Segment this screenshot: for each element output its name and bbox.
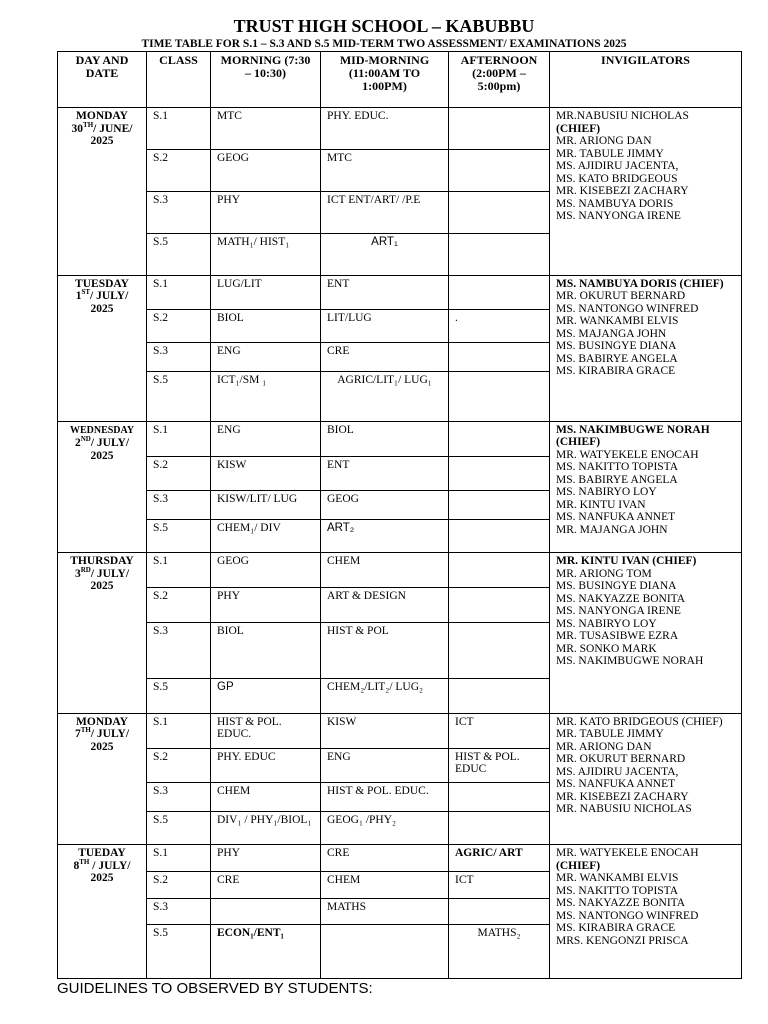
header-class: CLASS <box>147 52 211 108</box>
invigilator-name: MR. KISEBEZI ZACHARY <box>556 185 689 197</box>
class-cell: S.3 <box>147 192 211 234</box>
mid-morning-paper-cell: HIST & POL. EDUC. <box>321 783 449 812</box>
invigilator-name: MR. OKURUT BERNARD <box>556 753 686 766</box>
invigilator-name: MS. NAKIMBUGWE NORAH <box>556 423 710 436</box>
invigilator-name: MS. NANTONGO WINFRED <box>556 302 699 315</box>
afternoon-paper-cell: ICT <box>449 713 550 748</box>
table-row <box>58 421 742 456</box>
mid-morning-paper-cell: ENT <box>321 275 449 309</box>
date-suffix: TH <box>80 726 91 735</box>
day-date-cell <box>58 108 147 276</box>
invigilator-name: MR. MAJANGA JOHN <box>556 523 668 536</box>
invigilator-name: MS. NAKITTO TOPISTA <box>556 884 679 897</box>
invigilator-name: MR. ARIONG DAN <box>556 135 652 147</box>
afternoon-paper-cell <box>449 678 550 713</box>
class-cell: S.3 <box>147 898 211 925</box>
invigilator-name: MS. NAKYAZZE BONITA <box>556 592 686 605</box>
table-row <box>58 713 742 748</box>
day-date-cell <box>58 421 147 553</box>
class-cell: S.1 <box>147 421 211 456</box>
afternoon-paper-cell: AGRIC/ ART <box>449 845 550 872</box>
morning-paper-cell: GEOG <box>211 150 321 192</box>
mid-morning-paper-cell: MTC <box>321 150 449 192</box>
morning-paper-cell: ECON₁/ENT₁ <box>211 925 321 979</box>
mid-morning-paper-cell: CRE <box>321 343 449 372</box>
mid-morning-paper-cell: ENG <box>321 748 449 783</box>
mid-morning-paper-cell: ART₁ <box>321 234 449 275</box>
invigilator-name: MR. KINTU IVAN <box>556 498 646 511</box>
morning-paper-cell: PHY <box>211 845 321 872</box>
date-suffix: ST <box>81 288 91 297</box>
invigilator-name: MS. NAKYAZZE BONITA <box>556 897 686 910</box>
class-cell: S.2 <box>147 588 211 623</box>
morning-paper-cell: MATH₁/ HIST₁ <box>211 234 321 275</box>
invigilator-name: MR. WANKAMBI ELVIS <box>556 872 679 885</box>
date-year: 2025 <box>90 580 114 593</box>
table-row <box>58 553 742 588</box>
morning-paper-cell: HIST & POL. EDUC. <box>211 713 321 748</box>
class-cell: S.3 <box>147 343 211 372</box>
day-name: THURSDAY <box>70 555 134 568</box>
date-number: 8 <box>73 859 80 872</box>
invigilator-name: (CHIEF) <box>556 436 601 449</box>
invigilator-name: MR. ARIONG DAN <box>556 740 652 753</box>
afternoon-paper-cell <box>449 588 550 623</box>
header-morning: MORNING (7:30 – 10:30) <box>211 52 321 108</box>
date-suffix: TH <box>83 120 94 129</box>
afternoon-paper-cell <box>449 623 550 679</box>
afternoon-paper-cell <box>449 898 550 925</box>
morning-paper-cell: ICT₁/SM ₁ <box>211 372 321 421</box>
class-cell: S.2 <box>147 748 211 783</box>
class-cell: S.5 <box>147 520 211 553</box>
date-suffix: RD <box>80 565 91 574</box>
morning-paper-cell: BIOL <box>211 623 321 679</box>
morning-paper-cell: BIOL <box>211 309 321 343</box>
afternoon-paper-cell <box>449 812 550 845</box>
day-date-cell <box>58 553 147 713</box>
invigilators-cell <box>550 275 742 421</box>
table-row <box>58 845 742 872</box>
afternoon-paper-cell <box>449 150 550 192</box>
afternoon-paper-cell <box>449 421 550 456</box>
mid-morning-paper-cell: KISW <box>321 713 449 748</box>
class-cell: S.5 <box>147 925 211 979</box>
invigilator-name: MR. WANKAMBI ELVIS <box>556 315 679 328</box>
class-cell: S.5 <box>147 234 211 275</box>
day-date-cell <box>58 845 147 979</box>
invigilator-name: MS. NAKIMBUGWE NORAH <box>556 655 704 668</box>
class-cell: S.3 <box>147 623 211 679</box>
mid-morning-paper-cell: CHEM <box>321 871 449 898</box>
mid-morning-paper-cell: GEOG <box>321 491 449 520</box>
day-name: MONDAY <box>76 715 128 728</box>
class-cell: S.2 <box>147 871 211 898</box>
morning-paper-cell: PHY <box>211 192 321 234</box>
invigilator-name: MS. NANFUKA ANNET <box>556 778 676 791</box>
morning-paper-cell: LUG/LIT <box>211 275 321 309</box>
invigilator-name: (CHIEF) <box>556 859 601 872</box>
invigilator-name: MS. NABIRYO LOY <box>556 617 657 630</box>
mid-morning-paper-cell: PHY. EDUC. <box>321 108 449 150</box>
invigilator-name: MS. NAKITTO TOPISTA <box>556 461 679 474</box>
invigilator-name: MR. TABULE JIMMY <box>556 147 664 160</box>
invigilator-name: MS. BUSINGYE DIANA <box>556 580 677 593</box>
invigilator-name: MS. BABIRYE ANGELA <box>556 352 678 365</box>
invigilator-name: MR. WATYEKELE ENOCAH <box>556 448 699 461</box>
mid-morning-paper-cell: BIOL <box>321 421 449 456</box>
mid-morning-paper-cell: ART & DESIGN <box>321 588 449 623</box>
morning-paper-cell: MTC <box>211 108 321 150</box>
guidelines-heading: GUIDELINES TO OBSERVED BY STUDENTS: <box>57 980 373 997</box>
invigilators-cell <box>550 845 742 979</box>
invigilators-cell <box>550 553 742 713</box>
mid-morning-paper-cell: HIST & POL <box>321 623 449 679</box>
afternoon-paper-cell <box>449 372 550 421</box>
morning-paper-cell: PHY. EDUC <box>211 748 321 783</box>
afternoon-paper-cell <box>449 343 550 372</box>
invigilator-name: MS. NANTONGO WINFRED <box>556 909 699 922</box>
mid-morning-paper-cell: LIT/LUG <box>321 309 449 343</box>
mid-morning-paper-cell: GEOG₁ /PHY₂ <box>321 812 449 845</box>
date-year: 2025 <box>90 302 114 315</box>
date-year: 2025 <box>90 449 114 462</box>
morning-paper-cell: CRE <box>211 871 321 898</box>
invigilator-name: MS. BABIRYE ANGELA <box>556 473 678 486</box>
header-row <box>58 52 742 108</box>
invigilator-name: MS. KIRABIRA GRACE <box>556 365 676 378</box>
invigilator-name: MS. NAMBUYA DORIS (CHIEF) <box>556 277 724 290</box>
date-month: / JULY/ <box>89 859 131 872</box>
day-name: TUESDAY <box>75 277 129 290</box>
class-cell: S.1 <box>147 108 211 150</box>
mid-morning-paper-cell: ART₂ <box>321 520 449 553</box>
day-name: TUEDAY <box>78 847 126 860</box>
table-row <box>58 275 742 309</box>
afternoon-paper-cell: HIST & POL. EDUC <box>449 748 550 783</box>
afternoon-paper-cell: ICT <box>449 871 550 898</box>
day-date-cell <box>58 713 147 845</box>
afternoon-paper-cell <box>449 553 550 588</box>
header-afternoon: AFTERNOON (2:00PM – 5:00pm) <box>449 52 550 108</box>
morning-paper-cell: DIV₁ / PHY₁/BIOL₁ <box>211 812 321 845</box>
invigilator-name: MS. AJIDIRU JACENTA, <box>556 160 679 172</box>
day-name: MONDAY <box>76 110 128 122</box>
invigilator-name: MR. TABULE JIMMY <box>556 728 664 741</box>
afternoon-paper-cell <box>449 108 550 150</box>
afternoon-paper-cell <box>449 520 550 553</box>
afternoon-paper-cell <box>449 275 550 309</box>
date-month: / JULY/ <box>90 567 130 580</box>
date-year: 2025 <box>90 740 114 753</box>
invigilator-name: MRS. KENGONZI PRISCA <box>556 934 689 947</box>
mid-morning-paper-cell: CHEM <box>321 553 449 588</box>
date-number: 1 <box>75 290 82 303</box>
date-number: 30 <box>71 122 84 135</box>
date-number: 3 <box>74 567 81 580</box>
invigilator-name: MS. NABIRYO LOY <box>556 486 657 499</box>
class-cell: S.2 <box>147 456 211 491</box>
afternoon-paper-cell <box>449 491 550 520</box>
morning-paper-cell: ENG <box>211 421 321 456</box>
invigilator-name: (CHIEF) <box>556 122 601 135</box>
date-month: / JUNE/ <box>93 122 133 135</box>
class-cell: S.3 <box>147 491 211 520</box>
invigilator-name: MR. OKURUT BERNARD <box>556 290 686 303</box>
header-day: DAY AND DATE <box>58 52 147 108</box>
date-number: 7 <box>74 728 81 741</box>
class-cell: S.1 <box>147 713 211 748</box>
class-cell: S.1 <box>147 553 211 588</box>
mid-morning-paper-cell <box>321 925 449 979</box>
mid-morning-paper-cell: ENT <box>321 456 449 491</box>
invigilator-name: MS. NAMBUYA DORIS <box>556 197 674 210</box>
afternoon-paper-cell <box>449 783 550 812</box>
afternoon-paper-cell <box>449 456 550 491</box>
invigilator-name: MR. KISEBEZI ZACHARY <box>556 790 689 803</box>
invigilator-name: MS. MAJANGA JOHN <box>556 327 667 340</box>
invigilator-name: MR. KATO BRIDGEOUS (CHIEF) <box>556 715 723 728</box>
mid-morning-paper-cell: CRE <box>321 845 449 872</box>
morning-paper-cell: KISW <box>211 456 321 491</box>
afternoon-paper-cell: MATHS₂ <box>449 925 550 979</box>
morning-paper-cell: GEOG <box>211 553 321 588</box>
morning-paper-cell: ENG <box>211 343 321 372</box>
date-month: / JULY/ <box>90 437 130 450</box>
date-suffix: TH <box>79 857 90 866</box>
date-number: 2 <box>74 437 81 450</box>
date-year: 2025 <box>90 872 114 885</box>
invigilator-name: MR. WATYEKELE ENOCAH <box>556 847 699 860</box>
invigilators-cell <box>550 108 742 276</box>
mid-morning-paper-cell: MATHS <box>321 898 449 925</box>
morning-paper-cell <box>211 898 321 925</box>
invigilator-name: MR. TUSASIBWE EZRA <box>556 630 679 643</box>
invigilator-name: MS. AJIDIRU JACENTA, <box>556 765 679 778</box>
morning-paper-cell: CHEM <box>211 783 321 812</box>
invigilator-name: MS. KATO BRIDGEOUS <box>556 172 678 185</box>
invigilators-cell <box>550 713 742 845</box>
class-cell: S.1 <box>147 275 211 309</box>
mid-morning-paper-cell: CHEM₂/LIT₂/ LUG₂ <box>321 678 449 713</box>
afternoon-paper-cell <box>449 234 550 275</box>
mid-morning-paper-cell: AGRIC/LIT₁/ LUG₁ <box>321 372 449 421</box>
morning-paper-cell: GP <box>211 678 321 713</box>
class-cell: S.2 <box>147 309 211 343</box>
date-year: 2025 <box>90 135 114 147</box>
page-title: TRUST HIGH SCHOOL – KABUBBU <box>233 16 535 36</box>
mid-morning-paper-cell: ICT ENT/ART/ /P.E <box>321 192 449 234</box>
invigilator-name: MS. NANFUKA ANNET <box>556 511 676 524</box>
header-mid-morning: MID-MORNING (11:00AM TO 1:00PM) <box>321 52 449 108</box>
class-cell: S.5 <box>147 372 211 421</box>
invigilators-cell <box>550 421 742 553</box>
invigilator-name: MR.NABUSIU NICHOLAS <box>556 110 689 122</box>
class-cell: S.1 <box>147 845 211 872</box>
class-cell: S.5 <box>147 678 211 713</box>
invigilator-name: MR. ARIONG TOM <box>556 567 652 580</box>
invigilator-name: MR. NABUSIU NICHOLAS <box>556 803 692 816</box>
class-cell: S.2 <box>147 150 211 192</box>
afternoon-paper-cell: . <box>449 309 550 343</box>
timetable <box>57 51 742 979</box>
morning-paper-cell: KISW/LIT/ LUG <box>211 491 321 520</box>
date-month: / JULY/ <box>90 290 129 303</box>
afternoon-paper-cell <box>449 192 550 234</box>
day-name: WEDNESDAY <box>69 424 135 436</box>
morning-paper-cell: CHEM₁/ DIV <box>211 520 321 553</box>
invigilator-name: MR. SONKO MARK <box>556 642 657 655</box>
page-subtitle: TIME TABLE FOR S.1 – S.3 AND S.5 MID-TERM TWO ASSESSMENT/ EXAMINATIONS 2025 <box>141 38 627 50</box>
invigilator-name: MS. NANYONGA IRENE <box>556 605 681 618</box>
date-month: / JULY/ <box>90 728 130 741</box>
day-date-cell <box>58 275 147 421</box>
invigilator-name: MR. KINTU IVAN (CHIEF) <box>556 555 697 568</box>
table-row <box>58 108 742 150</box>
invigilator-name: MS. BUSINGYE DIANA <box>556 340 677 353</box>
header-invigilators: INVIGILATORS <box>550 52 742 108</box>
class-cell: S.5 <box>147 812 211 845</box>
class-cell: S.3 <box>147 783 211 812</box>
invigilator-name: MS. KIRABIRA GRACE <box>556 922 676 935</box>
invigilator-name: MS. NANYONGA IRENE <box>556 210 681 222</box>
morning-paper-cell: PHY <box>211 588 321 623</box>
date-suffix: ND <box>80 435 91 444</box>
